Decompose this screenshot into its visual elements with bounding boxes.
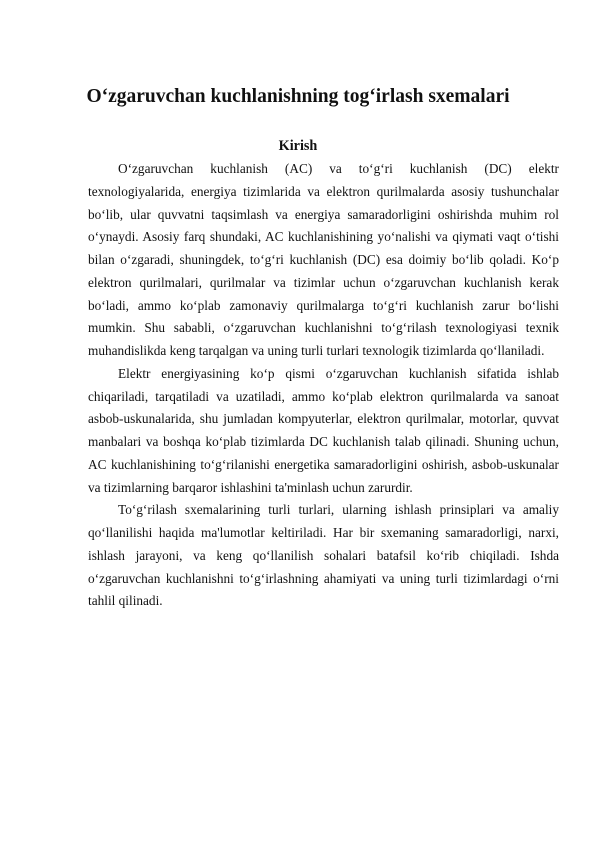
paragraph-3: To‘g‘rilash sxemalarining turli turlari, ularning ishlash prinsiplari va amaliy qo‘llanilishi haqida ma'lumotlar keltiriladi. Har bir sxemaning samaradorligi, narxi, ishlash jarayoni, va keng qo‘llanilish sohalari batafsil ko‘rib chiqiladi. Ishda o‘zgaruvchan kuchlanishni to‘g‘irlashning ahamiyati va uning turli tizimlardagi o‘rni tahlil qilinadi. <box>88 502 559 609</box>
paragraph-1: O‘zgaruvchan kuchlanish (AC) va to‘g‘ri kuchlanish (DC) elektr texnologiyalarida, energiya tizimlarida va elektron qurilmalarda asosiy tushunchalar bo‘lib, ular quvvatni taqsimlash va energiya samaradorligini oshirishda muhim rol o‘ynaydi. Asosiy farq shundaki, AC kuchlanishining yo‘nalishi va qiymati vaqt o‘tishi bilan o‘zgaradi, shuningdek, to‘g‘ri kuchlanish (DC) esa doimiy bo‘lib qoladi. Ko‘p elektron qurilmalari, qurilmalar va tizimlar uchun o‘zgaruvchan kuchlanish kerak bo‘ladi, ammo ko‘plab zamonaviy qurilmalarga to‘g‘ri kuchlanish zarur bo‘lishi mumkin. Shu sababli, o‘zgaruvchan kuchlanishni to‘g‘rilash texnologiyasi texnik muhandislikda keng tarqalgan va uning turli turlari texnologik tizimlarda qo‘llaniladi. <box>88 161 559 358</box>
section-heading-introduction: Kirish <box>278 138 318 154</box>
document-title: O‘zgaruvchan kuchlanishning tog‘irlash sxemalari <box>86 86 510 107</box>
paragraph-2: Elektr energiyasining ko‘p qismi o‘zgaruvchan kuchlanish sifatida ishlab chiqariladi, tarqatiladi va uzatiladi, ammo ko‘plab elektron qurilmalarda va sanoat asbob-uskunalarida, shu jumladan kompyuterlar, elektron qurilmalar, motorlar, quvvat manbalari va boshqa ko‘plab tizimlarda DC kuchlanish talab qilinadi. Shuning uchun, AC kuchlanishining to‘g‘rilanishi energetika samaradorligini oshirish, asbob-uskunalar va tizimlarning barqaror ishlashini ta'minlash uchun zarurdir. <box>88 365 559 495</box>
body-text <box>88 158 559 613</box>
